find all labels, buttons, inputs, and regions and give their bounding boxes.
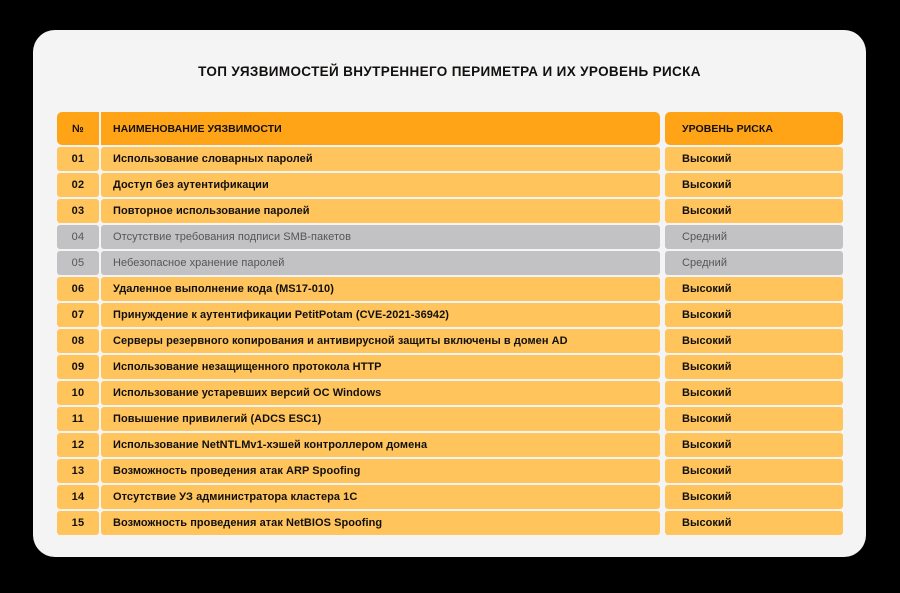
risk-level-badge: Высокий xyxy=(682,153,732,165)
vulnerability-name: Серверы резервного копирования и антивирусной защиты включены в домен AD xyxy=(113,335,568,347)
header-label-name: НАИМЕНОВАНИЕ УЯЗВИМОСТИ xyxy=(113,122,282,135)
vulnerability-name: Принуждение к аутентификации PetitPotam (CVE-2021-36942) xyxy=(113,309,449,321)
row-number: 05 xyxy=(71,257,85,269)
cell-risk-level xyxy=(665,407,843,431)
cell-number xyxy=(57,173,99,197)
table-row xyxy=(57,147,843,171)
cell-number xyxy=(57,147,99,171)
cell-vulnerability-name xyxy=(101,173,660,197)
cell-vulnerability-name xyxy=(101,147,660,171)
header-cell-number xyxy=(57,112,99,145)
row-number: 02 xyxy=(71,179,85,191)
row-number: 12 xyxy=(71,439,85,451)
risk-level-badge: Высокий xyxy=(682,361,732,373)
cell-risk-level xyxy=(665,511,843,535)
cell-vulnerability-name xyxy=(101,303,660,327)
vulnerability-name: Удаленное выполнение кода (MS17-010) xyxy=(113,283,334,295)
row-number: 09 xyxy=(71,361,85,373)
cell-vulnerability-name xyxy=(101,381,660,405)
cell-vulnerability-name xyxy=(101,251,660,275)
table-header-row xyxy=(57,112,843,145)
vulnerability-name: Доступ без аутентификации xyxy=(113,179,269,191)
vulnerability-name: Возможность проведения атак ARP Spoofing xyxy=(113,465,361,477)
cell-number xyxy=(57,303,99,327)
risk-level-badge: Высокий xyxy=(682,439,732,451)
cell-number xyxy=(57,225,99,249)
row-number: 04 xyxy=(71,231,85,243)
cell-number xyxy=(57,511,99,535)
cell-number xyxy=(57,433,99,457)
row-number: 11 xyxy=(71,413,85,425)
table-row xyxy=(57,433,843,457)
cell-risk-level xyxy=(665,355,843,379)
report-card xyxy=(33,30,866,557)
header-label-risk: УРОВЕНЬ РИСКА xyxy=(682,122,773,135)
risk-level-badge: Высокий xyxy=(682,517,732,529)
vulnerability-name: Небезопасное хранение паролей xyxy=(113,257,285,269)
cell-number xyxy=(57,407,99,431)
cell-risk-level xyxy=(665,329,843,353)
cell-vulnerability-name xyxy=(101,355,660,379)
cell-risk-level xyxy=(665,485,843,509)
cell-number xyxy=(57,381,99,405)
cell-vulnerability-name xyxy=(101,459,660,483)
cell-risk-level xyxy=(665,303,843,327)
row-number: 07 xyxy=(71,309,85,321)
table-row xyxy=(57,277,843,301)
table-row xyxy=(57,355,843,379)
cell-risk-level xyxy=(665,277,843,301)
row-number: 13 xyxy=(71,465,85,477)
cell-risk-level xyxy=(665,251,843,275)
row-number: 15 xyxy=(71,517,85,529)
row-number: 10 xyxy=(71,387,85,399)
risk-level-badge: Высокий xyxy=(682,387,732,399)
vulnerabilities-table xyxy=(57,112,843,535)
cell-number xyxy=(57,277,99,301)
cell-vulnerability-name xyxy=(101,225,660,249)
cell-vulnerability-name xyxy=(101,485,660,509)
vulnerability-name: Возможность проведения атак NetBIOS Spoofing xyxy=(113,517,383,529)
vulnerability-name: Повторное использование паролей xyxy=(113,205,310,217)
risk-level-badge: Высокий xyxy=(682,413,732,425)
table-row xyxy=(57,199,843,223)
table-row xyxy=(57,459,843,483)
vulnerability-name: Повышение привилегий (ADCS ESC1) xyxy=(113,413,322,425)
risk-level-badge: Высокий xyxy=(682,205,732,217)
header-label-number: № xyxy=(71,122,84,135)
vulnerability-name: Использование NetNTLMv1-хэшей контроллером домена xyxy=(113,439,428,451)
risk-level-badge: Высокий xyxy=(682,283,732,295)
cell-risk-level xyxy=(665,381,843,405)
cell-vulnerability-name xyxy=(101,407,660,431)
cell-vulnerability-name xyxy=(101,329,660,353)
risk-level-badge: Высокий xyxy=(682,179,732,191)
table-body xyxy=(57,147,843,535)
table-row xyxy=(57,173,843,197)
vulnerability-name: Использование незащищенного протокола HTTP xyxy=(113,361,382,373)
header-cell-name xyxy=(101,112,660,145)
row-number: 01 xyxy=(71,153,85,165)
cell-risk-level xyxy=(665,173,843,197)
cell-risk-level xyxy=(665,459,843,483)
page-title: ТОП УЯЗВИМОСТЕЙ ВНУТРЕННЕГО ПЕРИМЕТРА И ИХ УРОВЕНЬ РИСКА xyxy=(198,64,701,79)
cell-number xyxy=(57,329,99,353)
vulnerability-name: Отсутствие УЗ администратора кластера 1С xyxy=(113,491,358,503)
table-row xyxy=(57,381,843,405)
table-row xyxy=(57,511,843,535)
cell-number xyxy=(57,251,99,275)
table-row xyxy=(57,251,843,275)
cell-vulnerability-name xyxy=(101,433,660,457)
row-number: 03 xyxy=(71,205,85,217)
cell-risk-level xyxy=(665,199,843,223)
cell-number xyxy=(57,199,99,223)
risk-level-badge: Высокий xyxy=(682,465,732,477)
vulnerability-name: Использование устаревших версий ОС Windows xyxy=(113,387,382,399)
cell-risk-level xyxy=(665,433,843,457)
risk-level-badge: Высокий xyxy=(682,491,732,503)
vulnerability-name: Отсутствие требования подписи SMB-пакетов xyxy=(113,231,351,243)
cell-risk-level xyxy=(665,147,843,171)
cell-number xyxy=(57,459,99,483)
cell-number xyxy=(57,485,99,509)
vulnerability-name: Использование словарных паролей xyxy=(113,153,313,165)
row-number: 08 xyxy=(71,335,85,347)
risk-level-badge: Высокий xyxy=(682,309,732,321)
cell-vulnerability-name xyxy=(101,277,660,301)
cell-vulnerability-name xyxy=(101,511,660,535)
cell-vulnerability-name xyxy=(101,199,660,223)
row-number: 06 xyxy=(71,283,85,295)
header-cell-risk xyxy=(665,112,843,145)
cell-number xyxy=(57,355,99,379)
table-row xyxy=(57,407,843,431)
risk-level-badge: Высокий xyxy=(682,335,732,347)
table-row xyxy=(57,485,843,509)
table-row xyxy=(57,329,843,353)
risk-level-badge: Средний xyxy=(682,257,728,269)
table-row xyxy=(57,225,843,249)
risk-level-badge: Средний xyxy=(682,231,728,243)
table-row xyxy=(57,303,843,327)
cell-risk-level xyxy=(665,225,843,249)
row-number: 14 xyxy=(71,491,85,503)
